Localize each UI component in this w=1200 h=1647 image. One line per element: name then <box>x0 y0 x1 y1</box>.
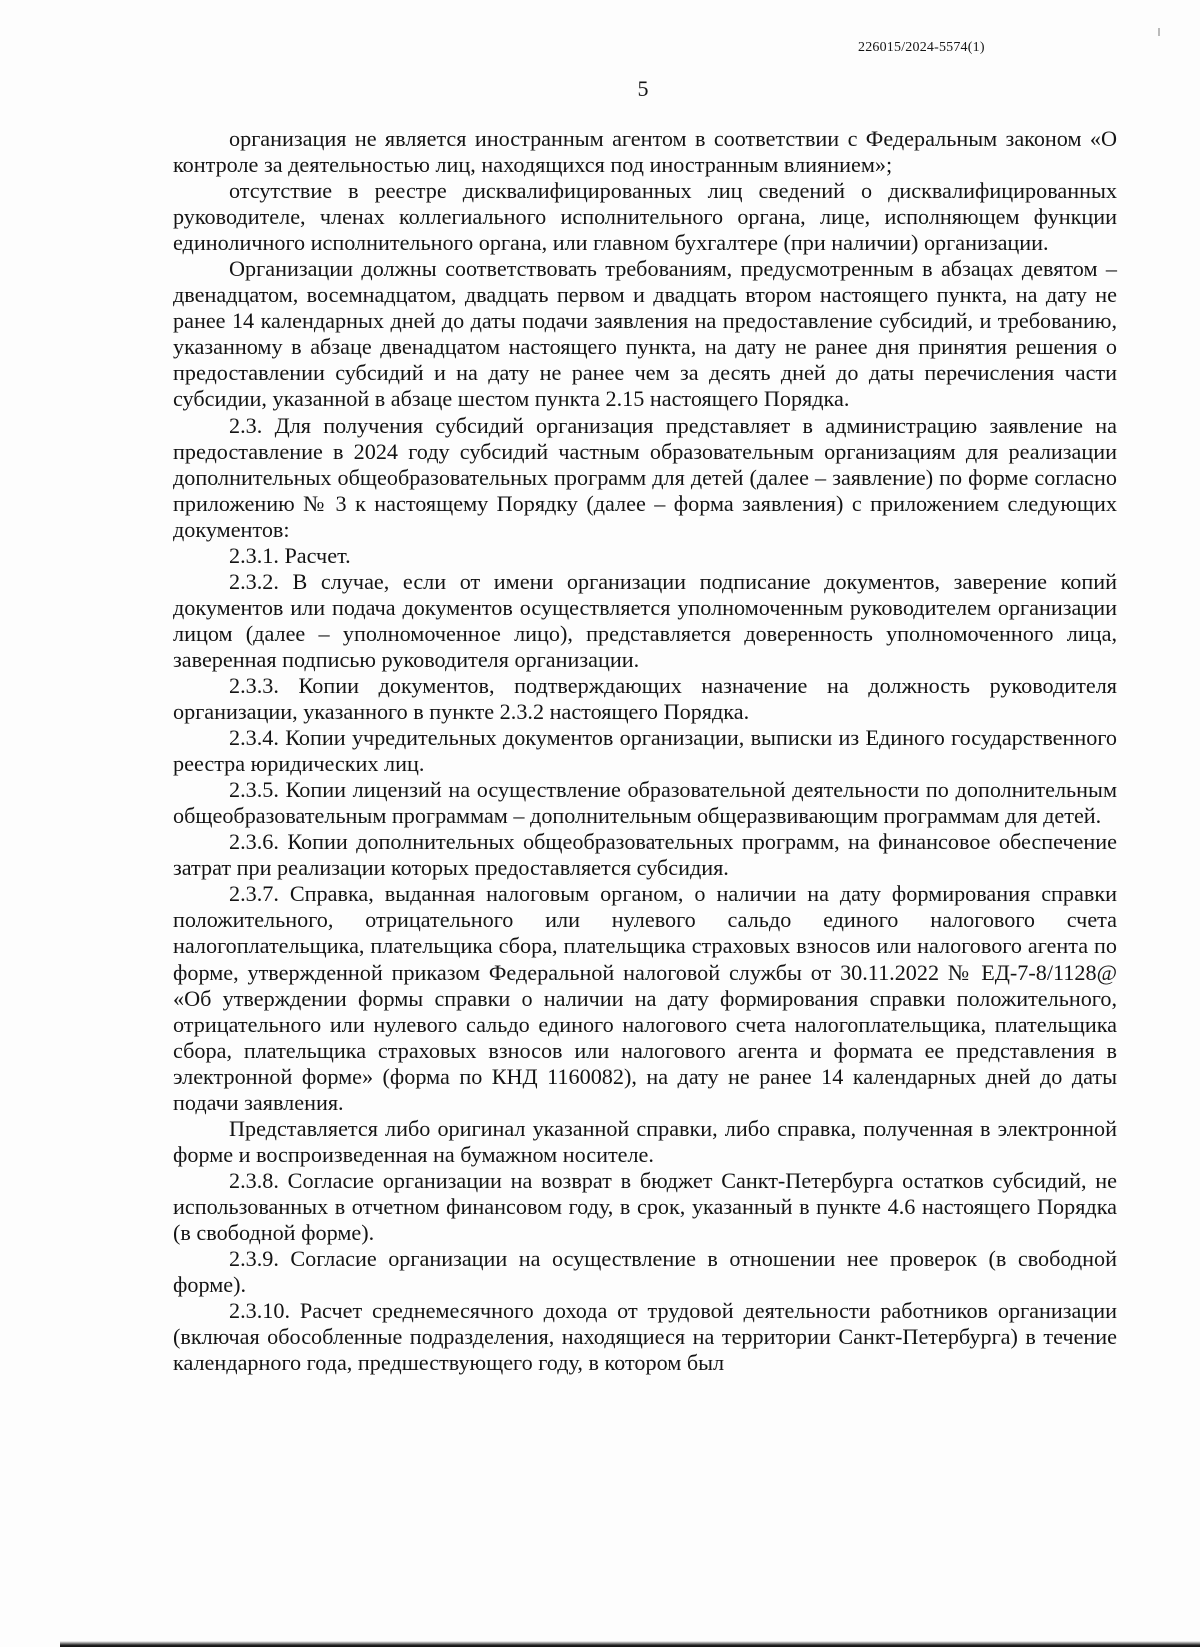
paragraph: Представляется либо оригинал указанной справки, либо справка, полученная в электронной форме и воспроизведенная на бумажном носителе. <box>173 1115 1117 1167</box>
paragraph-2-3-1: 2.3.1. Расчет. <box>229 542 351 568</box>
paragraph-2-3-2: 2.3.2. В случае, если от имени организации подписание документов, заверение копий документов или подача документов осуществляется уполномоченным руководителем организации лицом (далее – уполномоченное лицо), представляется доверенность уполномоченного лица, заверенная подписью руководителя организации. <box>173 568 1117 672</box>
paragraph: Организации должны соответствовать требованиям, предусмотренным в абзацах девятом – двенадцатом, восемнадцатом, двадцать первом и двадцать втором настоящего пункта, на дату не ранее 14 календарных дней до даты подачи заявления на предоставление субсидий, и требованию, указанному в абзаце двенадцатом настоящего пункта, на дату не ранее дня принятия решения о предоставлении субсидий и на дату не ранее чем за десять дней до даты перечисления части субсидии, указанной в абзаце шестом пункта 2.15 настоящего Порядка. <box>173 256 1117 412</box>
paragraph-2-3-10: 2.3.10. Расчет среднемесячного дохода от трудовой деятельности работников организации (включая обособленные подразделения, находящиеся на территории Санкт-Петербурга) в течение календарного года, предшествующего году, в котором был <box>173 1298 1117 1376</box>
paragraph: организация не является иностранным агентом в соответствии с Федеральным законом «О контроле за деятельностью лиц, находящихся под иностранным влиянием»; <box>173 126 1117 178</box>
paragraph-2-3-6: 2.3.6. Копии дополнительных общеобразовательных программ, на финансовое обеспечение затрат при реализации которых предоставляется субсидия. <box>173 829 1117 881</box>
document-body <box>173 126 1117 1376</box>
paragraph: отсутствие в реестре дисквалифицированных лиц сведений о дисквалифицированных руководителе, членах коллегиального исполнительного органа, лице, исполняющем функции единоличного исполнительного органа, или главном бухгалтере (при наличии) организации. <box>173 178 1117 256</box>
page-number: 5 <box>637 76 649 101</box>
paragraph-2-3-5: 2.3.5. Копии лицензий на осуществление образовательной деятельности по дополнительным общеобразовательным программам – дополнительным общеразвивающим программам для детей. <box>173 777 1117 829</box>
scan-bottom-edge <box>60 1641 1200 1647</box>
paragraph-2-3-3: 2.3.3. Копии документов, подтверждающих назначение на должность руководителя организации, указанного в пункте 2.3.2 настоящего Порядка. <box>173 672 1117 725</box>
scan-artifact <box>1158 28 1160 36</box>
document-registration-number: 226015/2024-5574(1) <box>858 40 985 55</box>
paragraph-2-3-9: 2.3.9. Согласие организации на осуществление в отношении нее проверок (в свободной форме). <box>173 1246 1117 1298</box>
paragraph-2-3-7: 2.3.7. Справка, выданная налоговым органом, о наличии на дату формирования справки положительного, отрицательного или нулевого сальдо единого налогового счета налогоплательщика, плательщика сбора, плательщика страховых взносов или налогового агента по форме, утвержденной приказом Федеральной налоговой службы от 30.11.2022 № ЕД-7-8/1128@ «Об утверждении формы справки о наличии на дату формирования справки положительного, отрицательного или нулевого сальдо единого налогового счета налогоплательщика, плательщика сбора, плательщика страховых взносов или налогового агента и формата ее представления в электронной форме» (форма по КНД 1160082), на дату не ранее 14 календарных дней до даты подачи заявления. <box>173 881 1117 1115</box>
paragraph-2-3-4: 2.3.4. Копии учредительных документов организации, выписки из Единого государственного реестра юридических лиц. <box>173 725 1117 777</box>
paragraph-2-3: 2.3. Для получения субсидий организация представляет в администрацию заявление на предоставление в 2024 году субсидий частным образовательным организациям для реализации дополнительных общеобразовательных программ для детей (далее – заявление) по форме согласно приложению № 3 к настоящему Порядку (далее – форма заявления) с приложением следующих документов: <box>173 412 1117 542</box>
paragraph-2-3-8: 2.3.8. Согласие организации на возврат в бюджет Санкт-Петербурга остатков субсидий, не использованных в отчетном финансовом году, в срок, указанный в пункте 4.6 настоящего Порядка (в свободной форме). <box>173 1167 1117 1245</box>
